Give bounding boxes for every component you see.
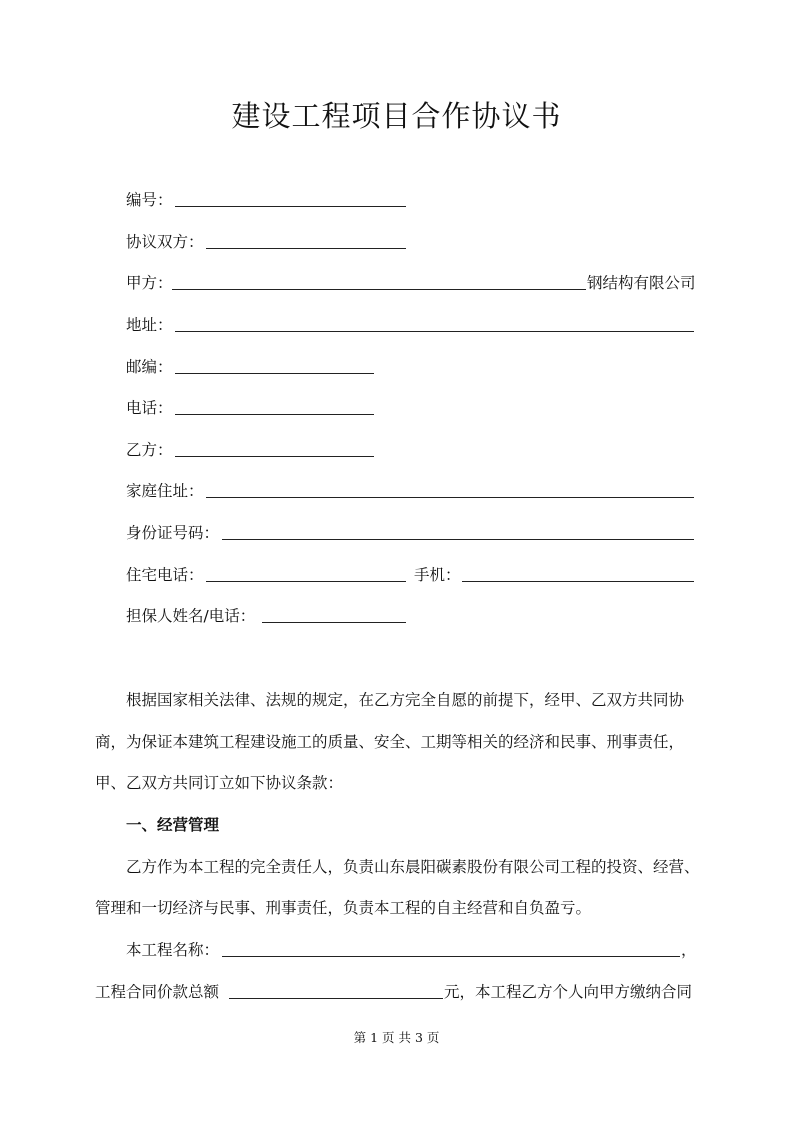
party-a-label: 甲方： [126, 274, 173, 292]
phone-label: 电话： [126, 399, 173, 417]
party-b-label: 乙方： [126, 441, 173, 459]
address-blank[interactable] [175, 331, 694, 332]
home-phone-label: 住宅电话： [126, 566, 204, 584]
section-1-line-1: 乙方作为本工程的完全责任人，负责山东晨阳碳素股份有限公司工程的投资、经营、 [126, 858, 700, 876]
home-phone-blank[interactable] [206, 581, 406, 582]
home-address-blank[interactable] [206, 497, 694, 498]
parties-label: 协议双方： [126, 233, 204, 251]
postcode-label: 邮编： [126, 358, 173, 376]
mobile-blank[interactable] [462, 581, 694, 582]
page-number: 第 1 页 共 3 页 [353, 1030, 440, 1045]
project-name-end: ， [681, 941, 697, 959]
intro-line-3: 甲、乙双方共同订立如下协议条款： [95, 774, 344, 792]
parties-blank[interactable] [206, 248, 406, 249]
address-label: 地址： [126, 316, 173, 334]
contract-amount-blank[interactable] [229, 998, 443, 999]
mobile-label: 手机： [414, 566, 461, 584]
section-1-heading: 一、经营管理 [126, 816, 220, 834]
party-b-blank[interactable] [175, 456, 374, 457]
number-label: 编号： [126, 191, 173, 209]
intro-line-2: 商，为保证本建筑工程建设施工的质量、安全、工期等相关的经济和民事、刑事责任， [95, 733, 685, 751]
project-name-label: 本工程名称： [126, 941, 220, 959]
number-blank[interactable] [175, 206, 406, 207]
id-number-label: 身份证号码： [126, 524, 220, 542]
guarantor-label: 担保人姓名/电话： [126, 607, 256, 625]
home-address-label: 家庭住址： [126, 482, 204, 500]
phone-blank[interactable] [175, 414, 374, 415]
document-title: 建设工程项目合作协议书 [231, 99, 562, 133]
project-name-blank[interactable] [222, 956, 680, 957]
id-number-blank[interactable] [222, 539, 694, 540]
section-1-line-2: 管理和一切经济与民事、刑事责任，负责本工程的自主经营和自负盈亏。 [95, 899, 592, 917]
guarantor-blank[interactable] [262, 622, 406, 623]
party-a-suffix: 钢结构有限公司 [587, 274, 696, 292]
intro-line-1: 根据国家相关法律、法规的规定，在乙方完全自愿的前提下，经甲、乙双方共同协 [126, 691, 685, 709]
contract-amount-rest: 元，本工程乙方个人向甲方缴纳合同 [444, 983, 693, 1001]
party-a-blank[interactable] [172, 289, 586, 290]
contract-amount-label: 工程合同价款总额 [95, 983, 220, 1001]
postcode-blank[interactable] [175, 373, 374, 374]
